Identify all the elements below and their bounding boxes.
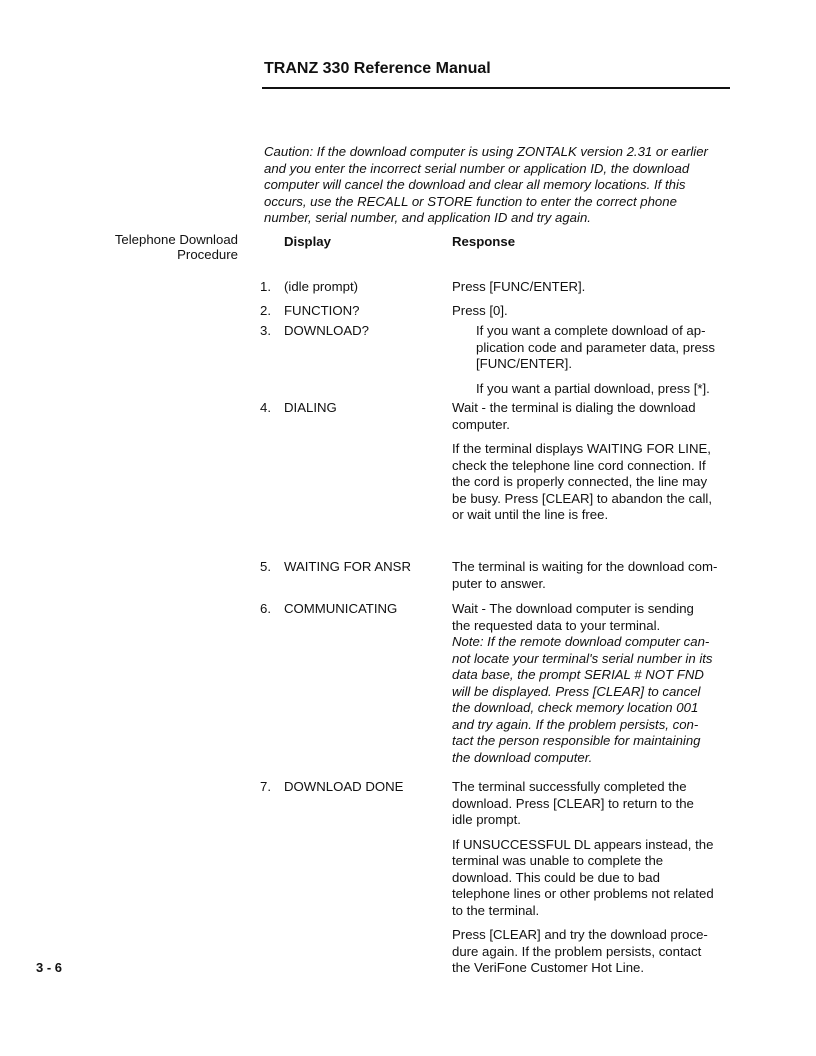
step-response-paragraph (452, 634, 713, 766)
step-response-paragraph (452, 927, 708, 977)
response-line: or wait until the line is free. (452, 507, 609, 522)
response-line: the cord is properly connected, the line may (452, 474, 708, 489)
response-line: download. Press [CLEAR] to return to the (452, 795, 694, 811)
step-display: DIALING (284, 400, 337, 415)
step-display: WAITING FOR ANSR (284, 559, 411, 574)
response-line: plication code and parameter data, press (476, 339, 715, 355)
header-rule (262, 87, 730, 89)
display-column-header: Display (284, 234, 331, 249)
step-number: 6. (260, 601, 271, 616)
page-number: 3 - 6 (36, 960, 63, 975)
step-response-paragraph (452, 779, 694, 829)
step-display: DOWNLOAD DONE (284, 779, 404, 794)
response-line: idle prompt. (452, 812, 521, 827)
response-line: data base, the prompt SERIAL # NOT FND (452, 667, 704, 682)
response-line: the requested data to your terminal. (452, 617, 661, 633)
response-line: download. This could be due to bad (452, 869, 660, 885)
step-number: 4. (260, 400, 271, 415)
response-line: The terminal is waiting for the download com- (452, 559, 718, 574)
response-line: Note: If the remote download computer can- (452, 634, 710, 649)
step-response-paragraph (452, 601, 694, 634)
section-label (100, 233, 238, 262)
response-line: be busy. Press [CLEAR] to abandon the call, (452, 490, 712, 506)
response-line: to the terminal. (452, 902, 540, 918)
response-line: If the terminal displays WAITING FOR LINE, (452, 441, 711, 456)
response-line: the download, check memory location 001 (452, 700, 699, 715)
response-line: Press [CLEAR] and try the download proce- (452, 927, 708, 942)
caution-line: Caution: If the download computer is using ZONTALK version 2.31 or earlier (264, 144, 708, 159)
response-line: If you want a complete download of ap- (476, 323, 706, 338)
step-response-paragraph (476, 381, 710, 398)
response-line: computer. (452, 416, 510, 432)
response-line: tact the person responsible for maintaining (452, 733, 701, 748)
step-number: 5. (260, 559, 271, 574)
step-response-paragraph (452, 400, 696, 433)
caution-line: computer will cancel the download and clear all memory locations. If this (264, 177, 686, 192)
response-line: the VeriFone Customer Hot Line. (452, 960, 645, 975)
caution-note (264, 144, 708, 227)
caution-line: and you enter the incorrect serial number or application ID, the download (264, 160, 690, 176)
step-response-paragraph (476, 323, 715, 373)
response-line: telephone lines or other problems not related (452, 886, 714, 901)
step-display: FUNCTION? (284, 303, 360, 318)
step-response-paragraph (452, 559, 717, 592)
step-number: 7. (260, 779, 271, 794)
response-line: The terminal successfully completed the (452, 779, 687, 794)
step-number: 3. (260, 323, 271, 338)
response-line: check the telephone line cord connection. If (452, 457, 706, 473)
response-line: Press [FUNC/ENTER]. (452, 279, 586, 294)
response-line: If you want a partial download, press [*]. (476, 380, 710, 396)
step-number: 1. (260, 279, 271, 294)
response-line: and try again. If the problem persists, con- (452, 716, 699, 732)
response-line: terminal was unable to complete the (452, 853, 664, 868)
caution-line: number, serial number, and application ID and try again. (264, 210, 591, 225)
step-response-paragraph (452, 441, 712, 524)
caution-line: occurs, use the RECALL or STORE function to enter the correct phone (264, 193, 677, 209)
response-line: Wait - The download computer is sending (452, 601, 694, 616)
section-label-line2: Procedure (177, 246, 238, 262)
section-label-line1: Telephone Download (114, 232, 238, 247)
step-display: (idle prompt) (284, 279, 359, 294)
response-line: Wait - the terminal is dialing the download (452, 400, 696, 415)
response-column-header: Response (452, 234, 516, 249)
page-title: TRANZ 330 Reference Manual (264, 60, 491, 77)
response-line: not locate your terminal's serial number in its (452, 650, 713, 666)
step-number: 2. (260, 303, 271, 318)
step-response-paragraph (452, 279, 585, 296)
response-line: the download computer. (452, 749, 593, 765)
response-line: Press [0]. (452, 303, 508, 318)
step-response-paragraph (452, 303, 508, 320)
response-line: puter to answer. (452, 575, 546, 591)
response-line: dure again. If the problem persists, contact (452, 943, 702, 959)
step-display: DOWNLOAD? (284, 323, 369, 338)
response-line: [FUNC/ENTER]. (476, 356, 572, 371)
step-response-paragraph (452, 837, 714, 920)
response-line: will be displayed. Press [CLEAR] to cancel (452, 683, 701, 699)
response-line: If UNSUCCESSFUL DL appears instead, the (452, 836, 714, 852)
step-display: COMMUNICATING (284, 601, 398, 616)
